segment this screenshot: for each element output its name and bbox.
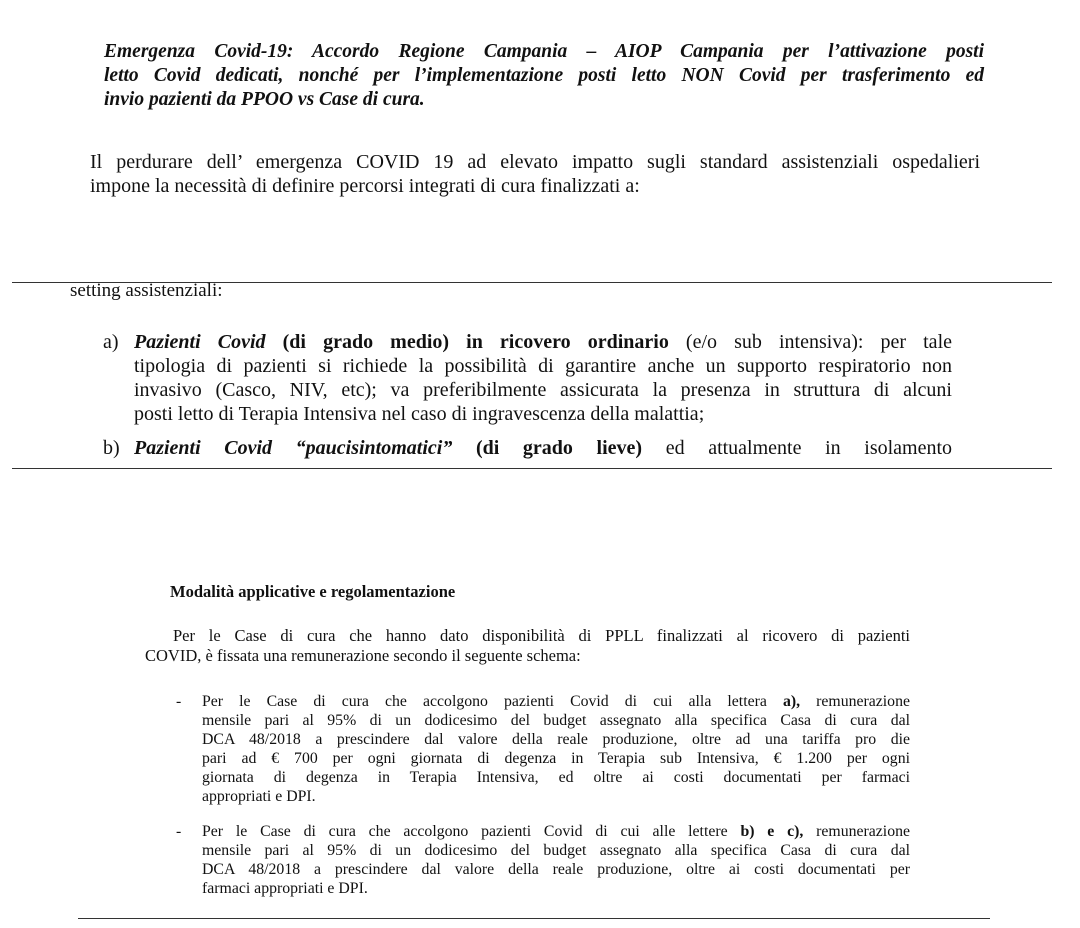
bullet-line: pari ad € 700 per ogni giornata di degenza in Terapia sub Intensiva, € 1.200 per ogni — [202, 750, 910, 767]
item-title-italic: Pazienti Covid — [134, 331, 266, 353]
bullet-lead: Per le Case di cura che accolgono pazienti Covid di cui alle lettere — [202, 823, 728, 840]
bullet-lead-end: remunerazione — [816, 693, 910, 710]
item-first-line-rest: ed attualmente in isolamento — [665, 437, 953, 459]
item-title-bold: (di grado medio) in ricovero ordinario — [282, 331, 669, 353]
bullet-text — [202, 822, 910, 898]
setting-label: setting assistenziali: — [70, 282, 223, 301]
bullet-text — [202, 692, 910, 806]
bullet-first-line — [202, 822, 910, 841]
bullet-dash: - — [176, 693, 182, 710]
heading-line: invio pazienti da PPOO vs Case di cura. — [104, 89, 425, 110]
para-line: Per le Case di cura che hanno dato disponibilità di PPLL finalizzati al ricovero di pazienti — [173, 626, 910, 645]
item-title-italic: Pazienti Covid “paucisintomatici” — [134, 437, 453, 459]
bullet-line: mensile pari al 95% di un dodicesimo del budget assegnato alla specifica Casa di cura dal — [202, 712, 910, 729]
item-first-line-rest: (e/o sub intensiva): per tale — [685, 331, 952, 353]
excerpt-setting-assistenziali — [0, 282, 1080, 469]
bullet-line: appropriati e DPI. — [202, 788, 316, 805]
list-item-a — [0, 330, 1080, 440]
section-title: Modalità applicative e regolamentazione — [170, 582, 456, 601]
bullet-first-line — [202, 692, 910, 711]
heading-line: letto Covid dedicati, nonché per l’implementazione posti letto NON Covid per trasferimento ed — [104, 65, 984, 86]
item-line: tipologia di pazienti si richiede la possibilità di garantire anche un supporto respiratorio non — [134, 355, 952, 377]
bullet-item — [0, 692, 1080, 820]
bullet-item — [0, 822, 1080, 912]
bullet-line: giornata di degenza in Terapia Intensiva, ed oltre ai costi documentati per farmaci — [202, 769, 910, 786]
intro-paragraph — [90, 150, 980, 198]
bullet-bold-ref: a), — [782, 693, 801, 710]
excerpt-bottom-divider — [12, 468, 1052, 469]
item-title-bold: (di grado lieve) — [475, 437, 643, 459]
list-marker: a) — [103, 331, 119, 353]
list-item-body — [134, 436, 952, 460]
section-bottom-divider — [78, 918, 990, 919]
bullet-line: DCA 48/2018 a prescindere dal valore della reale produzione, oltre ai costi documentati per — [202, 861, 910, 878]
intro-line: impone la necessità di definire percorsi integrati di cura finalizzati a: — [90, 175, 640, 197]
item-line: invasivo (Casco, NIV, etc); va preferibilmente assicurata la presenza in struttura di alcuni — [134, 379, 952, 401]
intro-line: Il perdurare dell’ emergenza COVID 19 ad elevato impatto sugli standard assistenziali ospedalieri — [90, 151, 980, 173]
bullet-line: farmaci appropriati e DPI. — [202, 880, 368, 897]
bullet-bold-ref: b) e c), — [740, 823, 804, 840]
list-marker: b) — [103, 437, 120, 459]
bullet-lead-end: remunerazione — [816, 823, 911, 840]
section-paragraph — [145, 626, 910, 666]
item-line: posti letto di Terapia Intensiva nel caso di ingravescenza della malattia; — [134, 403, 705, 425]
bullet-line: DCA 48/2018 a prescindere dal valore della reale produzione, oltre ad una tariffa pro die — [202, 731, 910, 748]
bullet-line: mensile pari al 95% di un dodicesimo del budget assegnato alla specifica Casa di cura dal — [202, 842, 910, 859]
list-item-b — [0, 436, 1080, 469]
document-heading — [104, 40, 984, 112]
bullet-dash: - — [176, 823, 182, 840]
list-item-body — [134, 330, 952, 426]
heading-line: Emergenza Covid-19: Accordo Regione Campania – AIOP Campania per l’attivazione posti — [104, 41, 984, 62]
para-line: COVID, è fissata una remunerazione secondo il seguente schema: — [145, 646, 581, 665]
item-first-line — [134, 330, 952, 354]
bullet-lead: Per le Case di cura che accolgono pazienti Covid di cui alla lettera — [202, 693, 767, 710]
